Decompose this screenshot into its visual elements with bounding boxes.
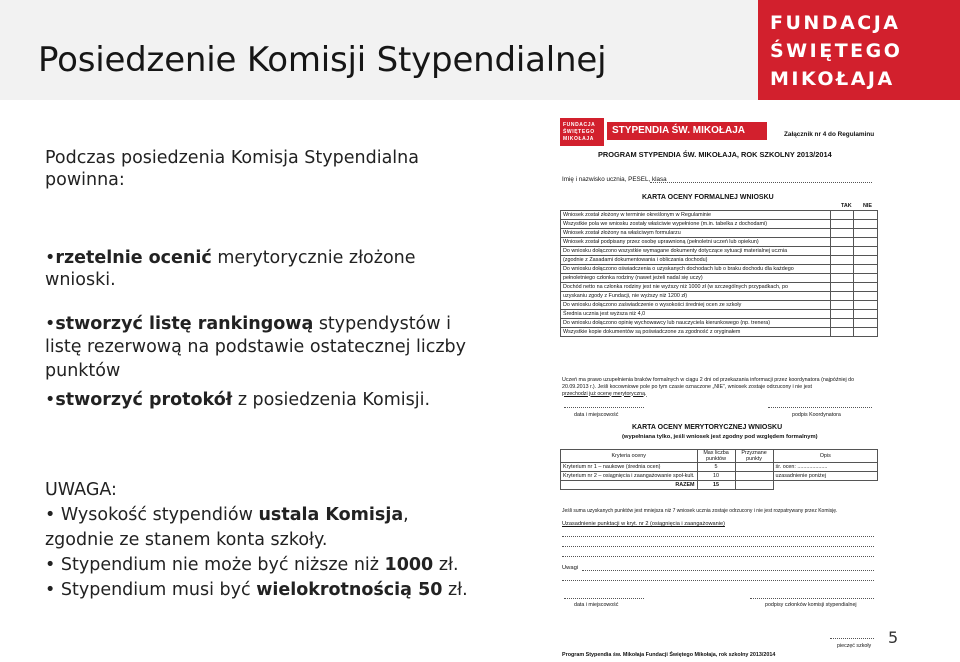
merit-cell: 5	[697, 463, 735, 472]
form-dotted-line	[564, 407, 644, 408]
brand-line: MIKOŁAJA	[770, 68, 895, 90]
title-band	[0, 0, 758, 100]
form-col-no: NIE	[863, 203, 872, 209]
intro-line: powinna:	[45, 170, 125, 190]
formal-row-no-cell	[854, 238, 878, 247]
form-remarks: Uwagi	[562, 565, 579, 571]
form-sig-date: data i miejscowość	[574, 412, 619, 418]
warning-bold: ustala Komisja	[258, 505, 404, 525]
merit-cell: Kryterium nr 2 – osiągnięcia i zaangażowanie społ-kult.	[561, 472, 698, 481]
formal-row-label: Wniosek został złożony na właściwym formularzu	[561, 229, 831, 238]
brand-line: FUNDACJA	[770, 12, 901, 34]
formal-row-yes-cell	[830, 301, 854, 310]
bullet-evaluate: •rzetelnie ocenić merytorycznie złożone	[45, 248, 416, 268]
form-note-line: przechodzi już ocenę merytoryczną.	[562, 390, 647, 397]
formal-row-no-cell	[854, 220, 878, 229]
form-formal-row	[561, 238, 878, 247]
page-number: 5	[888, 628, 899, 647]
formal-row-yes-cell	[830, 292, 854, 301]
warning-text: Stypendium nie może być niższe niż	[60, 555, 385, 575]
form-threshold: Jeśli suma uzyskanych punktów jest mniejsza niż 7 wniosek ucznia zostaje odrzucony i nie jest rozpatrywany przez Komisję.	[562, 508, 838, 514]
form-formal-table	[560, 210, 878, 337]
formal-row-no-cell	[854, 328, 878, 337]
form-dotted-line	[830, 638, 874, 639]
form-formal-row	[561, 247, 878, 256]
form-formal-row	[561, 310, 878, 319]
formal-row-yes-cell	[830, 238, 854, 247]
form-dotted-line	[562, 546, 874, 547]
merit-cell	[735, 472, 773, 481]
form-formal-row	[561, 283, 878, 292]
slide-header	[0, 0, 960, 100]
warning-item: • Wysokość stypendiów ustala Komisja,	[45, 505, 409, 525]
form-sig-committee: podpisy członków komisji stypendialnej	[765, 602, 857, 608]
brand-logo	[758, 0, 960, 100]
formal-row-yes-cell	[830, 274, 854, 283]
warning-bold: wielokrotnością 50	[256, 580, 443, 600]
formal-row-no-cell	[854, 292, 878, 301]
formal-row-no-cell	[854, 274, 878, 283]
form-col-yes: TAK	[841, 203, 852, 209]
bullet-evaluate-cont: wnioski.	[45, 270, 116, 290]
formal-row-label: Wniosek został złożony w terminie określonym w Regulaminie	[561, 211, 831, 220]
warning-item: • Stypendium musi być wielokrotnością 50 zł.	[45, 580, 468, 600]
merit-cell: Kryterium nr 1 – naukowe (średnia ocen)	[561, 463, 698, 472]
formal-row-no-cell	[854, 283, 878, 292]
form-formal-row	[561, 319, 878, 328]
formal-row-yes-cell	[830, 211, 854, 220]
form-merit-title: KARTA OCENY MERYTORYCZNEJ WNIOSKU	[632, 424, 783, 431]
bullet-protocol: •stworzyć protokół z posiedzenia Komisji.	[45, 390, 431, 410]
form-dotted-line	[562, 580, 874, 581]
form-merit-row	[561, 472, 878, 481]
bullet-text: merytorycznie złożone	[211, 248, 416, 268]
bullet-text: stypendystów i	[313, 314, 452, 334]
form-merit-subtitle: (wypełniana tylko, jeśli wniosek jest zgodny pod względem formalnym)	[622, 434, 818, 440]
form-formal-row	[561, 328, 878, 337]
form-stamp: pieczęć szkoły	[837, 643, 872, 649]
form-dotted-line	[562, 556, 874, 557]
formal-row-label: pełnoletniego członka rodziny (nawet jeżeli nadal się uczy)	[561, 274, 831, 283]
form-formal-row	[561, 211, 878, 220]
formal-row-label: Do wniosku dołączono zaświadczenie o wysokości średniej ocen ze szkoły	[561, 301, 831, 310]
form-formal-row	[561, 229, 878, 238]
form-student-line: Imię i nazwisko ucznia, PESEL, klasa	[562, 176, 667, 183]
warning-text: Wysokość stypendiów	[60, 505, 259, 525]
form-logo-line: FUNDACJA	[563, 122, 596, 128]
form-formal-row	[561, 274, 878, 283]
merit-header-cell: Kryteria oceny	[561, 450, 698, 463]
warning-bold: 1000	[384, 555, 434, 575]
warning-text: zł.	[442, 580, 468, 600]
formal-row-no-cell	[854, 319, 878, 328]
merit-cell	[773, 481, 877, 490]
formal-row-label: Do wniosku dołączono oświadczenia o uzyskanych dochodach lub o braku dochodu dla każdego	[561, 265, 831, 274]
bullet-bold: rzetelnie ocenić	[55, 248, 212, 268]
form-dotted-line	[564, 598, 644, 599]
warning-item-cont: zgodnie ze stanem konta szkoły.	[45, 530, 328, 550]
warning-text: ,	[403, 505, 409, 525]
form-dotted-line	[750, 598, 874, 599]
merit-cell: śr. ocen: ....................	[773, 463, 877, 472]
form-formal-row	[561, 220, 878, 229]
formal-row-no-cell	[854, 256, 878, 265]
brand-line: ŚWIĘTEGO	[770, 40, 903, 62]
form-formal-row	[561, 292, 878, 301]
form-formal-title: KARTA OCENY FORMALNEJ WNIOSKU	[642, 194, 774, 201]
form-formal-row	[561, 256, 878, 265]
page-title: Posiedzenie Komisji Stypendialnej	[38, 40, 607, 80]
formal-row-no-cell	[854, 229, 878, 238]
merit-header-cell: Opis	[773, 450, 877, 463]
form-justification: Uzasadnienie punktacji w kryt. nr 2 (osiągnięcia i zaangażowanie)	[562, 521, 725, 527]
form-note	[562, 377, 854, 397]
form-dotted-line	[768, 407, 872, 408]
intro-line: Podczas posiedzenia Komisja Stypendialna	[45, 148, 419, 168]
form-logo-line: ŚWIĘTEGO	[563, 129, 595, 135]
formal-row-no-cell	[854, 211, 878, 220]
bullet-bold: stworzyć listę rankingową	[55, 314, 314, 334]
formal-row-label: (zgodnie z Zasadami dokumentowania i obliczania dochodu)	[561, 256, 831, 265]
merit-cell	[735, 463, 773, 472]
formal-row-yes-cell	[830, 310, 854, 319]
bullet-ranking: •stworzyć listę rankingową stypendystów i	[45, 314, 452, 334]
form-program-title: PROGRAM STYPENDIA ŚW. MIKOŁAJA, ROK SZKOLNY 2013/2014	[598, 150, 832, 159]
formal-row-label: Wniosek został podpisany przez osobę uprawnioną (pełnoletni uczeń lub opiekun)	[561, 238, 831, 247]
merit-header-cell: Max liczba punktów	[697, 450, 735, 463]
form-merit-row	[561, 481, 878, 490]
scholarship-form-image	[560, 118, 885, 662]
merit-cell: 10	[697, 472, 735, 481]
formal-row-yes-cell	[830, 283, 854, 292]
formal-row-label: Dochód netto na członka rodziny jest nie wyższy niż 1000 zł (w szczególnych przypadkach, po	[561, 283, 831, 292]
form-sig-coordinator: podpis Koordynatora	[792, 412, 841, 418]
merit-header-cell: Przyznane punkty	[735, 450, 773, 463]
form-formal-row	[561, 265, 878, 274]
formal-row-yes-cell	[830, 247, 854, 256]
form-merit-table	[560, 449, 878, 490]
form-merit-header	[561, 450, 878, 463]
form-formal-row	[561, 301, 878, 310]
formal-row-yes-cell	[830, 319, 854, 328]
bullet-ranking-cont: listę rezerwową na podstawie ostatecznej liczby	[45, 337, 467, 357]
form-note-line: Uczeń ma prawo uzupełnienia braków formalnych w ciągu 2 dni od przekazania informacji przez koordynatora (najpóźniej do	[562, 377, 855, 383]
formal-row-no-cell	[854, 301, 878, 310]
form-dotted-line	[562, 536, 874, 537]
formal-row-label: Do wniosku dołączono opinię wychowawcy lub nauczyciela kierunkowego (np. trenera)	[561, 319, 831, 328]
formal-row-label: Średnia ucznia jest wyższa niż 4,0	[561, 310, 831, 319]
form-dotted-line	[582, 570, 874, 571]
formal-row-yes-cell	[830, 256, 854, 265]
bullet-text: z posiedzenia Komisji.	[232, 390, 431, 410]
form-note-line: 20.09.2013 r.). Jeśli kocowniowe pole po tym czasie oznaczone „NIE”, wniosek zostaje odrzucony i nie jest	[562, 383, 812, 390]
form-attachment: Załącznik nr 4 do Regulaminu	[784, 131, 875, 138]
formal-row-yes-cell	[830, 220, 854, 229]
merit-cell: RAZEM	[561, 481, 698, 490]
form-sig-date: data i miejscowość	[574, 602, 619, 608]
formal-row-no-cell	[854, 310, 878, 319]
formal-row-label: Wszystkie pola we wniosku zostały właściwie wypełnione (m.in. tabelka z dochodami)	[561, 220, 831, 229]
formal-row-no-cell	[854, 265, 878, 274]
formal-row-label: Do wniosku dołączono wszystkie wymagane dokumenty dotyczące sytuacji materialnej ucznia	[561, 247, 831, 256]
formal-row-yes-cell	[830, 229, 854, 238]
warning-title: UWAGA:	[45, 480, 117, 500]
merit-cell: uzasadnienie poniżej	[773, 472, 877, 481]
warning-text: zł.	[433, 555, 459, 575]
form-footer: Program Stypendia św. Mikołaja Fundacji Świętego Mikołaja, rok szkolny 2013/2014	[562, 652, 776, 658]
bullet-ranking-cont: punktów	[45, 361, 121, 381]
warning-item: • Stypendium nie może być niższe niż 1000 zł.	[45, 555, 459, 575]
formal-row-yes-cell	[830, 265, 854, 274]
form-logo	[560, 118, 604, 146]
formal-row-yes-cell	[830, 328, 854, 337]
merit-cell: 15	[697, 481, 735, 490]
warning-text: Stypendium musi być	[60, 580, 257, 600]
form-dotted-line	[650, 182, 872, 183]
formal-row-label: Wszystkie kopie dokumentów są poświadczone za zgodność z oryginałem	[561, 328, 831, 337]
formal-row-label: uzyskaniu zgody z Fundacji, nie wyższy niż 1200 zł)	[561, 292, 831, 301]
form-logo-line: MIKOŁAJA	[563, 136, 594, 142]
form-merit-row	[561, 463, 878, 472]
merit-cell	[735, 481, 773, 490]
form-program-bar: STYPENDIA ŚW. MIKOŁAJA	[607, 122, 767, 140]
bullet-bold: stworzyć protokół	[55, 390, 233, 410]
formal-row-no-cell	[854, 247, 878, 256]
